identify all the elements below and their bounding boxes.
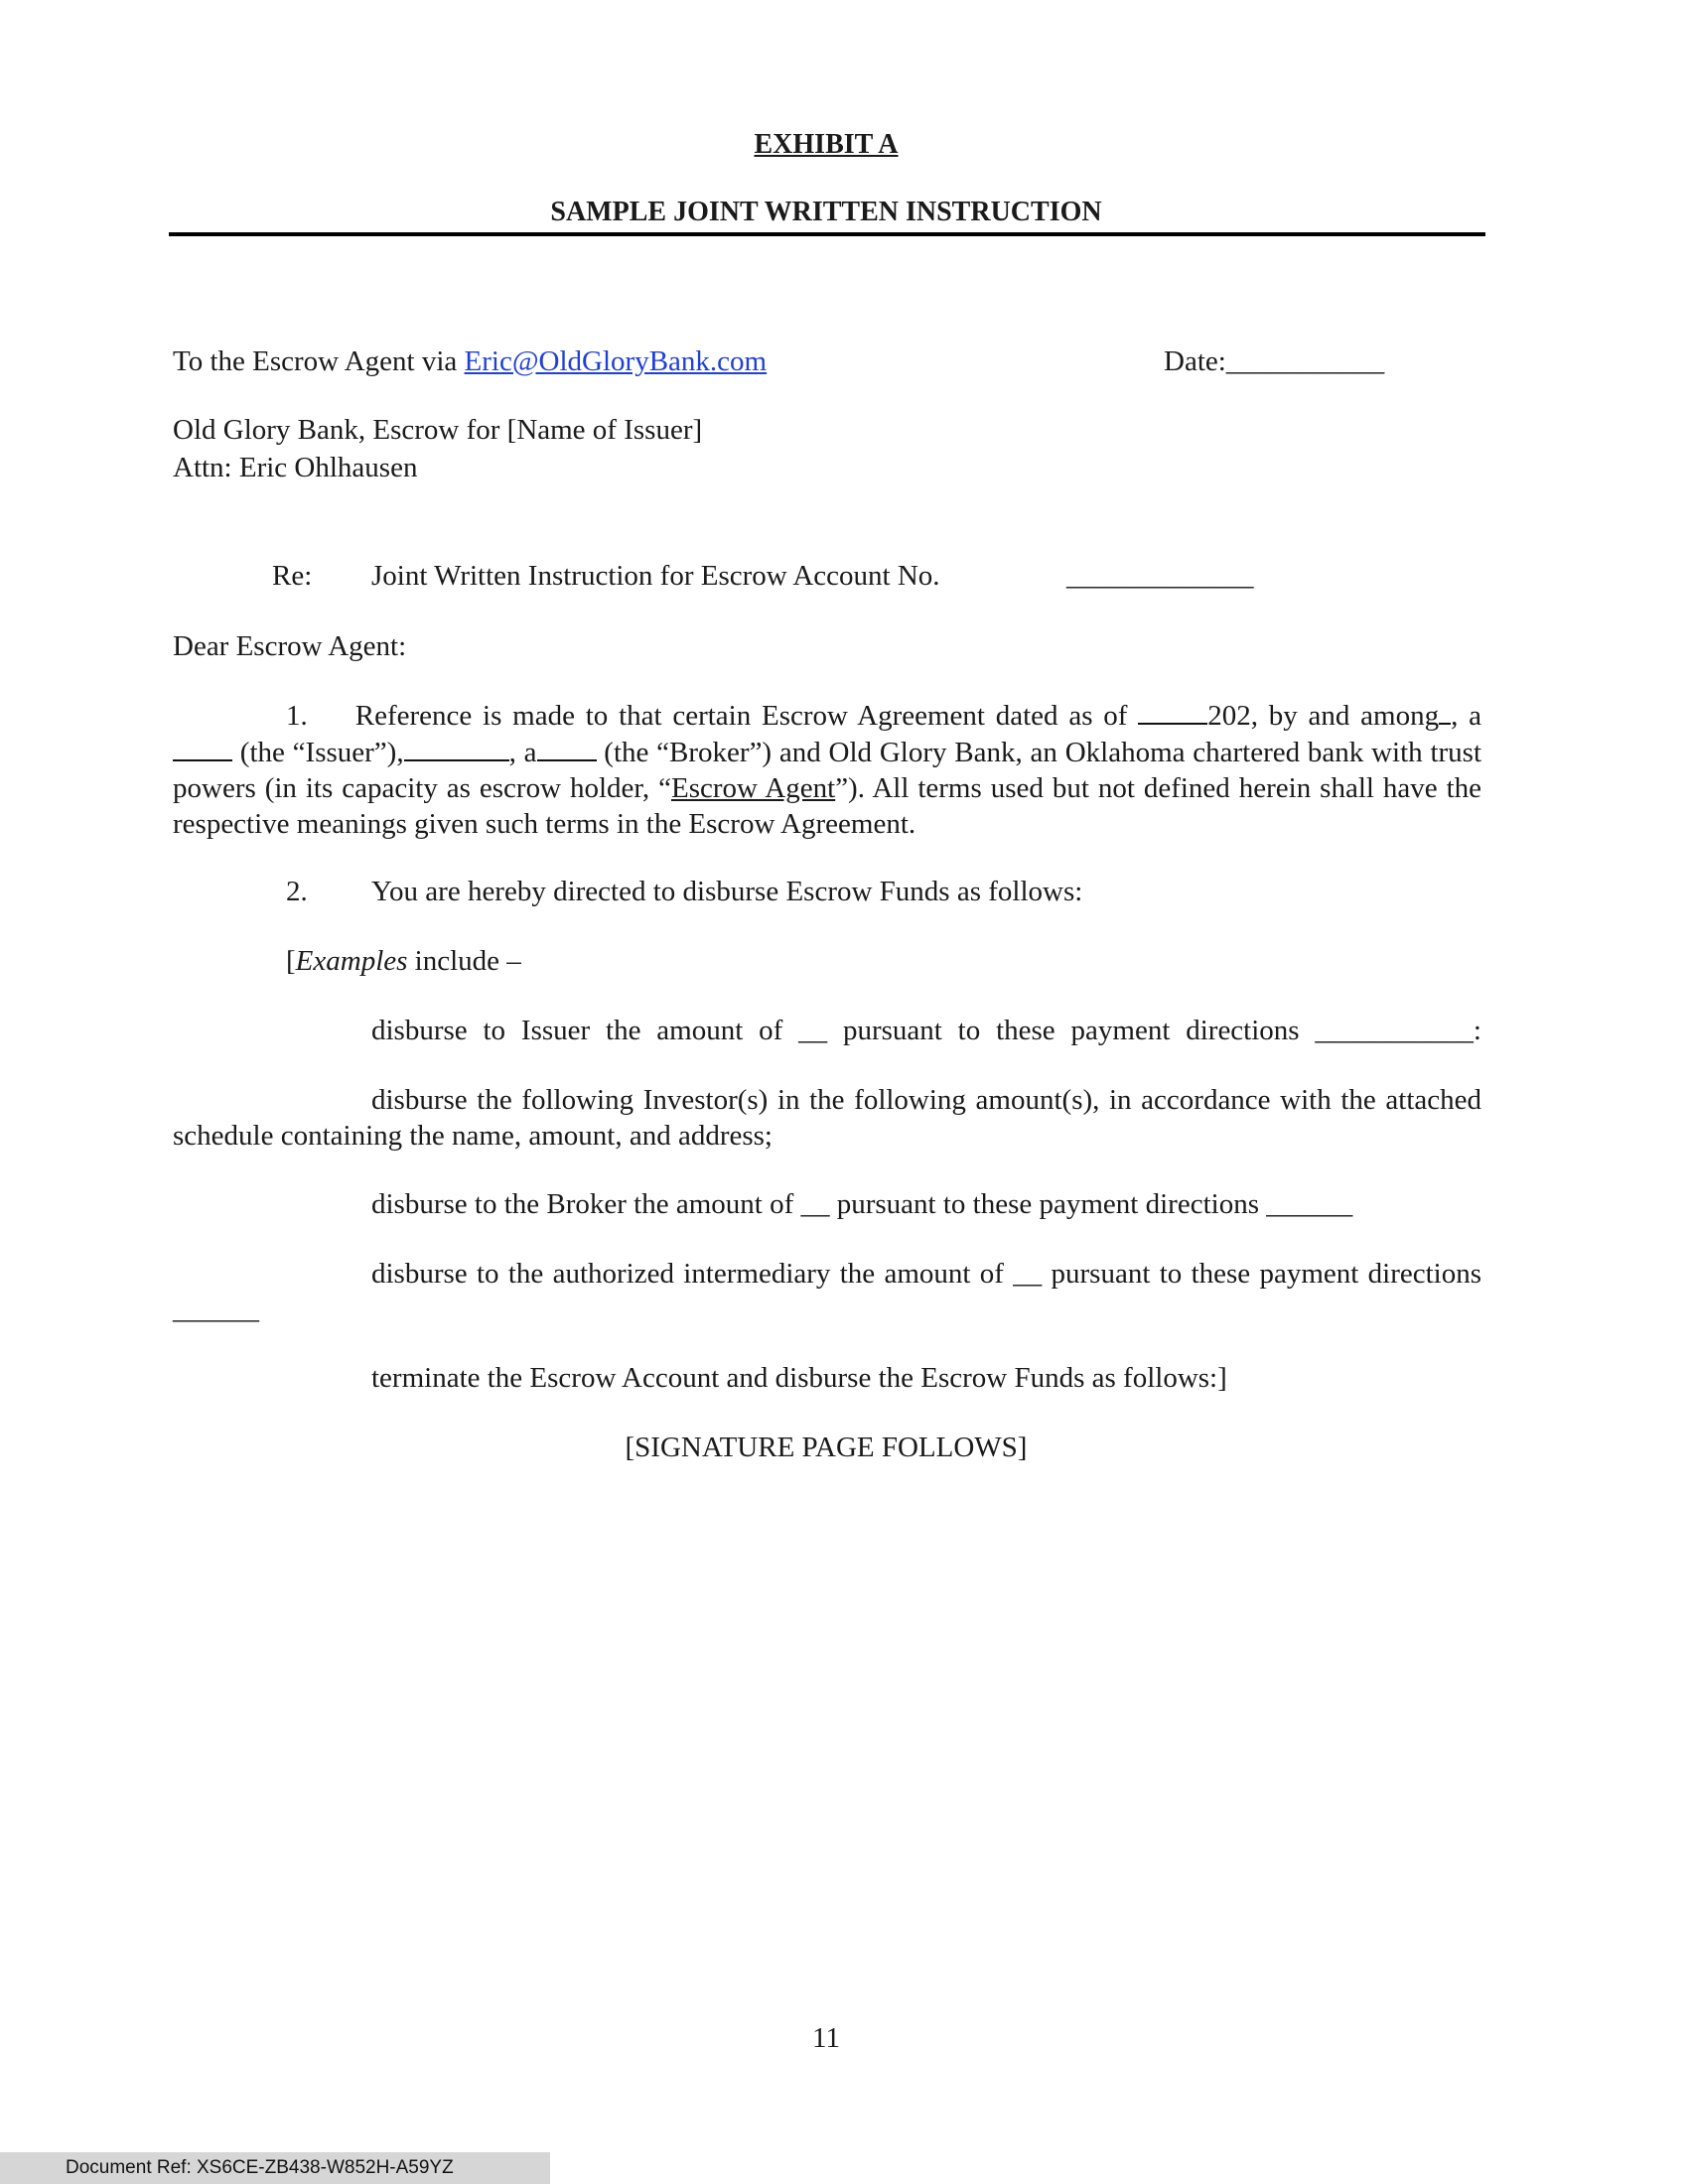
account-number-blank: _____________ <box>1066 560 1254 592</box>
item-disburse-broker: disburse to the Broker the amount of __ pursuant to these payment directions ______ <box>371 1188 1353 1220</box>
paragraph-2-number: 2. <box>286 876 308 907</box>
recipient-prefix: To the Escrow Agent via <box>173 345 465 377</box>
issuer-type-blank <box>173 734 232 761</box>
document-subtitle: SAMPLE JOINT WRITTEN INSTRUCTION <box>550 197 1102 227</box>
examples-intro: [Examples include – <box>286 945 521 977</box>
recipient-line <box>173 343 767 379</box>
escrow-agent-term: Escrow Agent <box>670 772 836 804</box>
issuer-name-blank <box>1439 697 1451 725</box>
date-field: Date:___________ <box>1164 345 1385 377</box>
attn-line: Attn: Eric Ohlhausen <box>173 452 418 483</box>
document-reference-bar: Document Ref: XS6CE-ZB438-W852H-A59YZ <box>0 2152 550 2184</box>
paragraph-1-number: 1. <box>286 700 308 732</box>
email-link[interactable]: Eric@OldGloryBank.com <box>464 345 768 377</box>
salutation: Dear Escrow Agent: <box>173 630 407 662</box>
item-disburse-investors: disburse the following Investor(s) in the following amount(s), in accordance with the attached schedule containing the name, amount, and address; <box>173 1084 1481 1152</box>
item-disburse-intermediary: disburse to the authorized intermediary the amount of __ pursuant to these payment directions ______ <box>173 1258 1481 1325</box>
broker-name-blank <box>404 734 509 761</box>
item-terminate-account: terminate the Escrow Account and disburse the Escrow Funds as follows:] <box>371 1362 1227 1394</box>
header-divider <box>169 232 1485 236</box>
page-number: 11 <box>812 2022 840 2054</box>
exhibit-title: EXHIBIT A <box>754 129 899 160</box>
paragraph-2-text: You are hereby directed to disburse Escrow Funds as follows: <box>371 876 1083 907</box>
signature-page-note: [SIGNATURE PAGE FOLLOWS] <box>625 1432 1028 1463</box>
item-disburse-issuer: disburse to Issuer the amount of __ pursuant to these payment directions ___________: <box>371 1015 1481 1046</box>
re-text: Joint Written Instruction for Escrow Account No. <box>371 560 940 592</box>
bank-line: Old Glory Bank, Escrow for [Name of Issuer] <box>173 414 703 446</box>
broker-type-blank <box>537 734 597 761</box>
re-label: Re: <box>272 560 313 592</box>
paragraph-1: 1. Reference is made to that certain Escrow Agreement dated as of 202, by and among , a (the “Issuer”), , a (the “Broker”) and Old Glory Bank, an Oklahoma chartered bank with trust powers (in its capacity as escrow holder, “Escrow Agent”). All terms used but not defined herein shall have the respective meanings given such terms in the Escrow Agreement. <box>173 697 1481 842</box>
date-blank <box>1138 697 1207 725</box>
